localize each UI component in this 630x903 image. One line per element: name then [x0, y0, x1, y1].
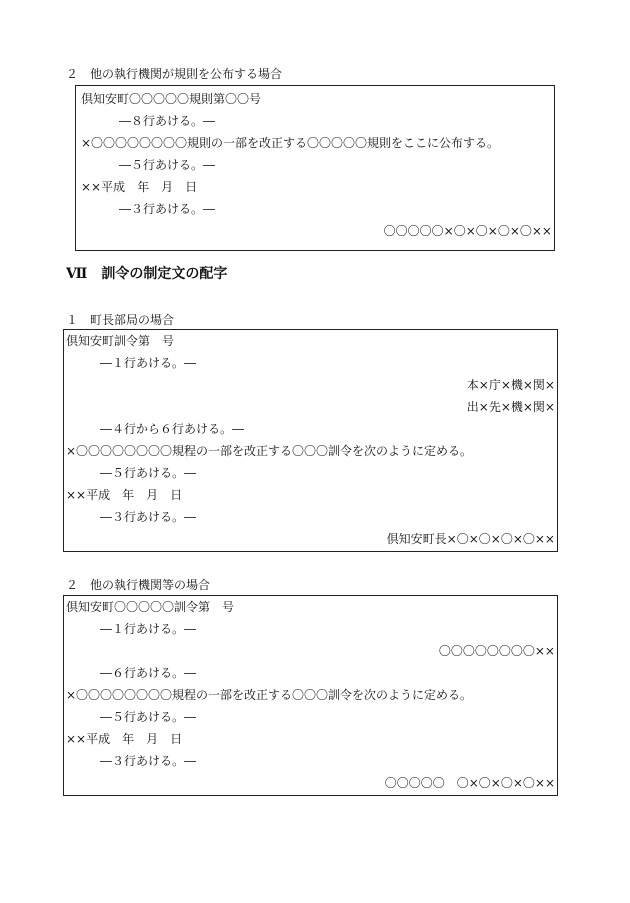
chapter-title: Ⅶ 訓令の制定文の配字 [66, 266, 228, 282]
promulgation-sentence: ×〇〇〇〇〇〇〇〇規則の一部を改正する〇〇〇〇〇規則をここに公布する。 [81, 136, 500, 150]
spacing-note: ―３行あける。― [100, 754, 197, 768]
section-heading-other-agencies: ２ 他の執行機関等の場合 [66, 578, 211, 592]
spacing-note: ―３行あける。― [100, 510, 197, 524]
template-box-mayor-instruction [63, 329, 558, 552]
spacing-note: ―１行あける。― [100, 356, 197, 370]
template-box-rule-promulgation [75, 85, 555, 251]
recipient-line: 〇〇〇〇〇〇〇〇×× [438, 644, 555, 658]
rule-number-line: 倶知安町〇〇〇〇〇規則第〇〇号 [81, 92, 262, 106]
signatory-line: 〇〇〇〇〇 〇×〇×〇×〇×× [384, 776, 555, 790]
spacing-note: ―５行あける。― [119, 158, 216, 172]
spacing-note: ―５行あける。― [100, 710, 197, 724]
recipient-line-main-office: 本×庁×機×関× [466, 378, 555, 392]
enactment-sentence: ×〇〇〇〇〇〇〇〇規程の一部を改正する〇〇〇訓令を次のように定める。 [66, 444, 473, 458]
spacing-note: ―４行から６行あける。― [100, 422, 245, 436]
date-line: ××平成 年 月 日 [66, 488, 183, 502]
signatory-line: 倶知安町長×〇×〇×〇×〇×× [386, 532, 555, 546]
enactment-sentence: ×〇〇〇〇〇〇〇〇規程の一部を改正する〇〇〇訓令を次のように定める。 [66, 688, 473, 702]
section-heading-mayor-office: １ 町長部局の場合 [66, 313, 175, 327]
recipient-line-branch-office: 出×先×機×関× [466, 400, 555, 414]
section-heading-other-agency-rules: ２ 他の執行機関が規則を公布する場合 [66, 67, 283, 81]
spacing-note: ―１行あける。― [100, 622, 197, 636]
date-line: ××平成 年 月 日 [81, 180, 198, 194]
signatory-line: 〇〇〇〇〇×〇×〇×〇×〇×× [383, 224, 552, 238]
spacing-note: ―８行あける。― [119, 114, 216, 128]
spacing-note: ―３行あける。― [119, 202, 216, 216]
instruction-number-line: 倶知安町〇〇〇〇〇訓令第 号 [66, 600, 235, 614]
instruction-number-line: 倶知安町訓令第 号 [66, 334, 175, 348]
template-box-agency-instruction [63, 595, 558, 796]
spacing-note: ―６行あける。― [100, 666, 197, 680]
date-line: ××平成 年 月 日 [66, 732, 183, 746]
spacing-note: ―５行あける。― [100, 466, 197, 480]
